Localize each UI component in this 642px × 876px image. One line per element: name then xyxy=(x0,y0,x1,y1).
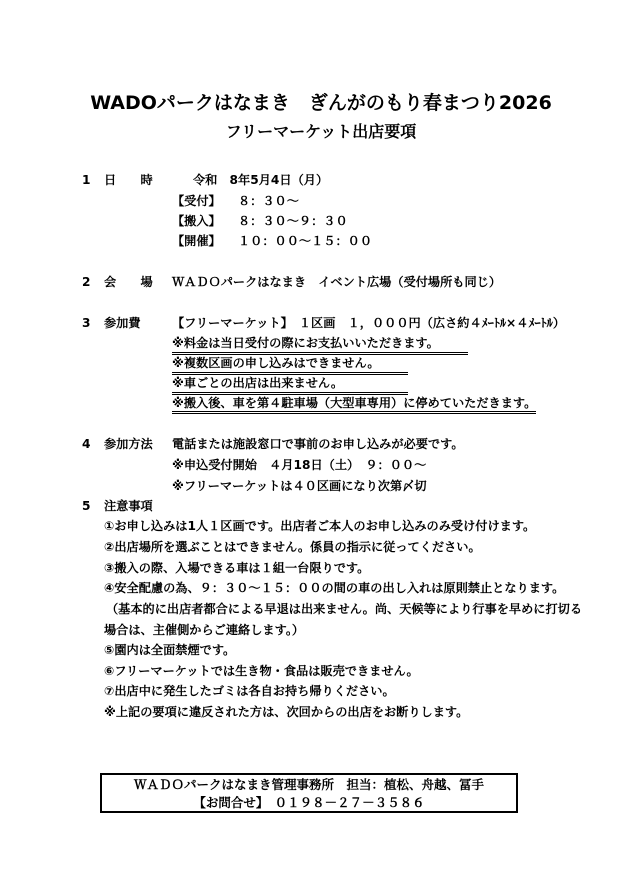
schedule-val-event: １０：００～１５：００ xyxy=(238,234,373,248)
fee-note-multiple: ※複数区画の申し込みはできません。 xyxy=(172,355,408,375)
section-2-number: 2 xyxy=(82,275,91,289)
contact-box xyxy=(100,773,518,813)
section-1-number: 1 xyxy=(82,173,91,187)
rule-item: ④安全配慮の為、９：３０～１５：００の間の車の出し入れは原則禁止となります。 xyxy=(104,581,565,595)
rule-item: ⑥フリーマーケットでは生き物・食品は販売できません。 xyxy=(104,664,419,678)
schedule-val-reception: ８：３０～ xyxy=(238,194,299,208)
apply-text: 電話または施設窓口で事前のお申し込みが必要です。 xyxy=(172,437,464,451)
apply-deadline: ※フリーマーケットは４０区画になり次第〆切 xyxy=(172,479,427,493)
section-4-label: 参加方法 xyxy=(104,437,153,451)
section-5-label: 注意事項 xyxy=(104,499,153,513)
section-3-label: 参加費 xyxy=(104,316,141,330)
section-2-label: 会 場 xyxy=(104,275,153,289)
fee-text: 【フリーマーケット】 １区画 １，０００円（広さ約４ﾒｰﾄﾙ×４ﾒｰﾄﾙ） xyxy=(172,316,566,330)
page-subtitle: フリーマーケット出店要項 xyxy=(225,122,417,141)
fee-note-payment: ※料金は当日受付の際にお支払いいただきます。 xyxy=(172,335,468,355)
section-5-number: 5 xyxy=(82,499,91,513)
rule-item: 場合は、主催側からご連絡します。） xyxy=(104,623,305,637)
fee-note-car: ※車ごとの出店は出来ません。 xyxy=(172,375,408,395)
rule-item: ②出店場所を選ぶことはできません。係員の指示に従ってください。 xyxy=(104,540,481,554)
rule-item: ⑤園内は全面禁煙です。 xyxy=(104,643,236,657)
schedule-key-carry-in: 【搬入】 xyxy=(172,214,221,228)
section-1-label: 日 時 xyxy=(104,173,153,187)
schedule-val-carry-in: ８：３０～９：３０ xyxy=(238,214,348,228)
rule-item: ⑦出店中に発生したゴミは各自お持ち帰りください。 xyxy=(104,684,395,698)
rule-item: ③搬入の際、入場できる車は１組一台限りです。 xyxy=(104,561,370,575)
fee-note-parking-text: ※搬入後、車を第４駐車場（大型車専用）に停めていただきます。 xyxy=(172,396,536,414)
fee-note-parking xyxy=(172,395,536,411)
schedule-key-reception: 【受付】 xyxy=(172,194,221,208)
apply-start: ※申込受付開始 ４月18日（土） ９：００～ xyxy=(172,458,427,472)
section-4-number: 4 xyxy=(82,437,91,451)
section-1-date: 令和 8年5月4日（月） xyxy=(193,173,329,187)
rule-item: ※上記の要項に違反された方は、次回からの出店をお断りします。 xyxy=(104,705,469,719)
rule-item: （基本的に出店者都合による早退は出来ません。尚、天候等により行事を早めに打切る xyxy=(106,602,583,616)
rule-item: ①お申し込みは1人１区画です。出店者ご本人のお申し込みのみ受け付けます。 xyxy=(104,519,536,533)
page-title: WADOパークはなまき ぎんがのもり春まつり2026 xyxy=(90,92,552,114)
schedule-key-event: 【開催】 xyxy=(172,234,221,248)
contact-office: ＷＡＤＯパークはなまき管理事務所 担当：植松、舟越、冨手 xyxy=(133,777,484,792)
contact-phone: 【お問合せ】 ０１９８－２７－３５８６ xyxy=(193,795,425,810)
venue-text: ＷＡＤＯパークはなまき イベント広場（受付場所も同じ） xyxy=(172,275,502,289)
section-3-number: 3 xyxy=(82,316,91,330)
